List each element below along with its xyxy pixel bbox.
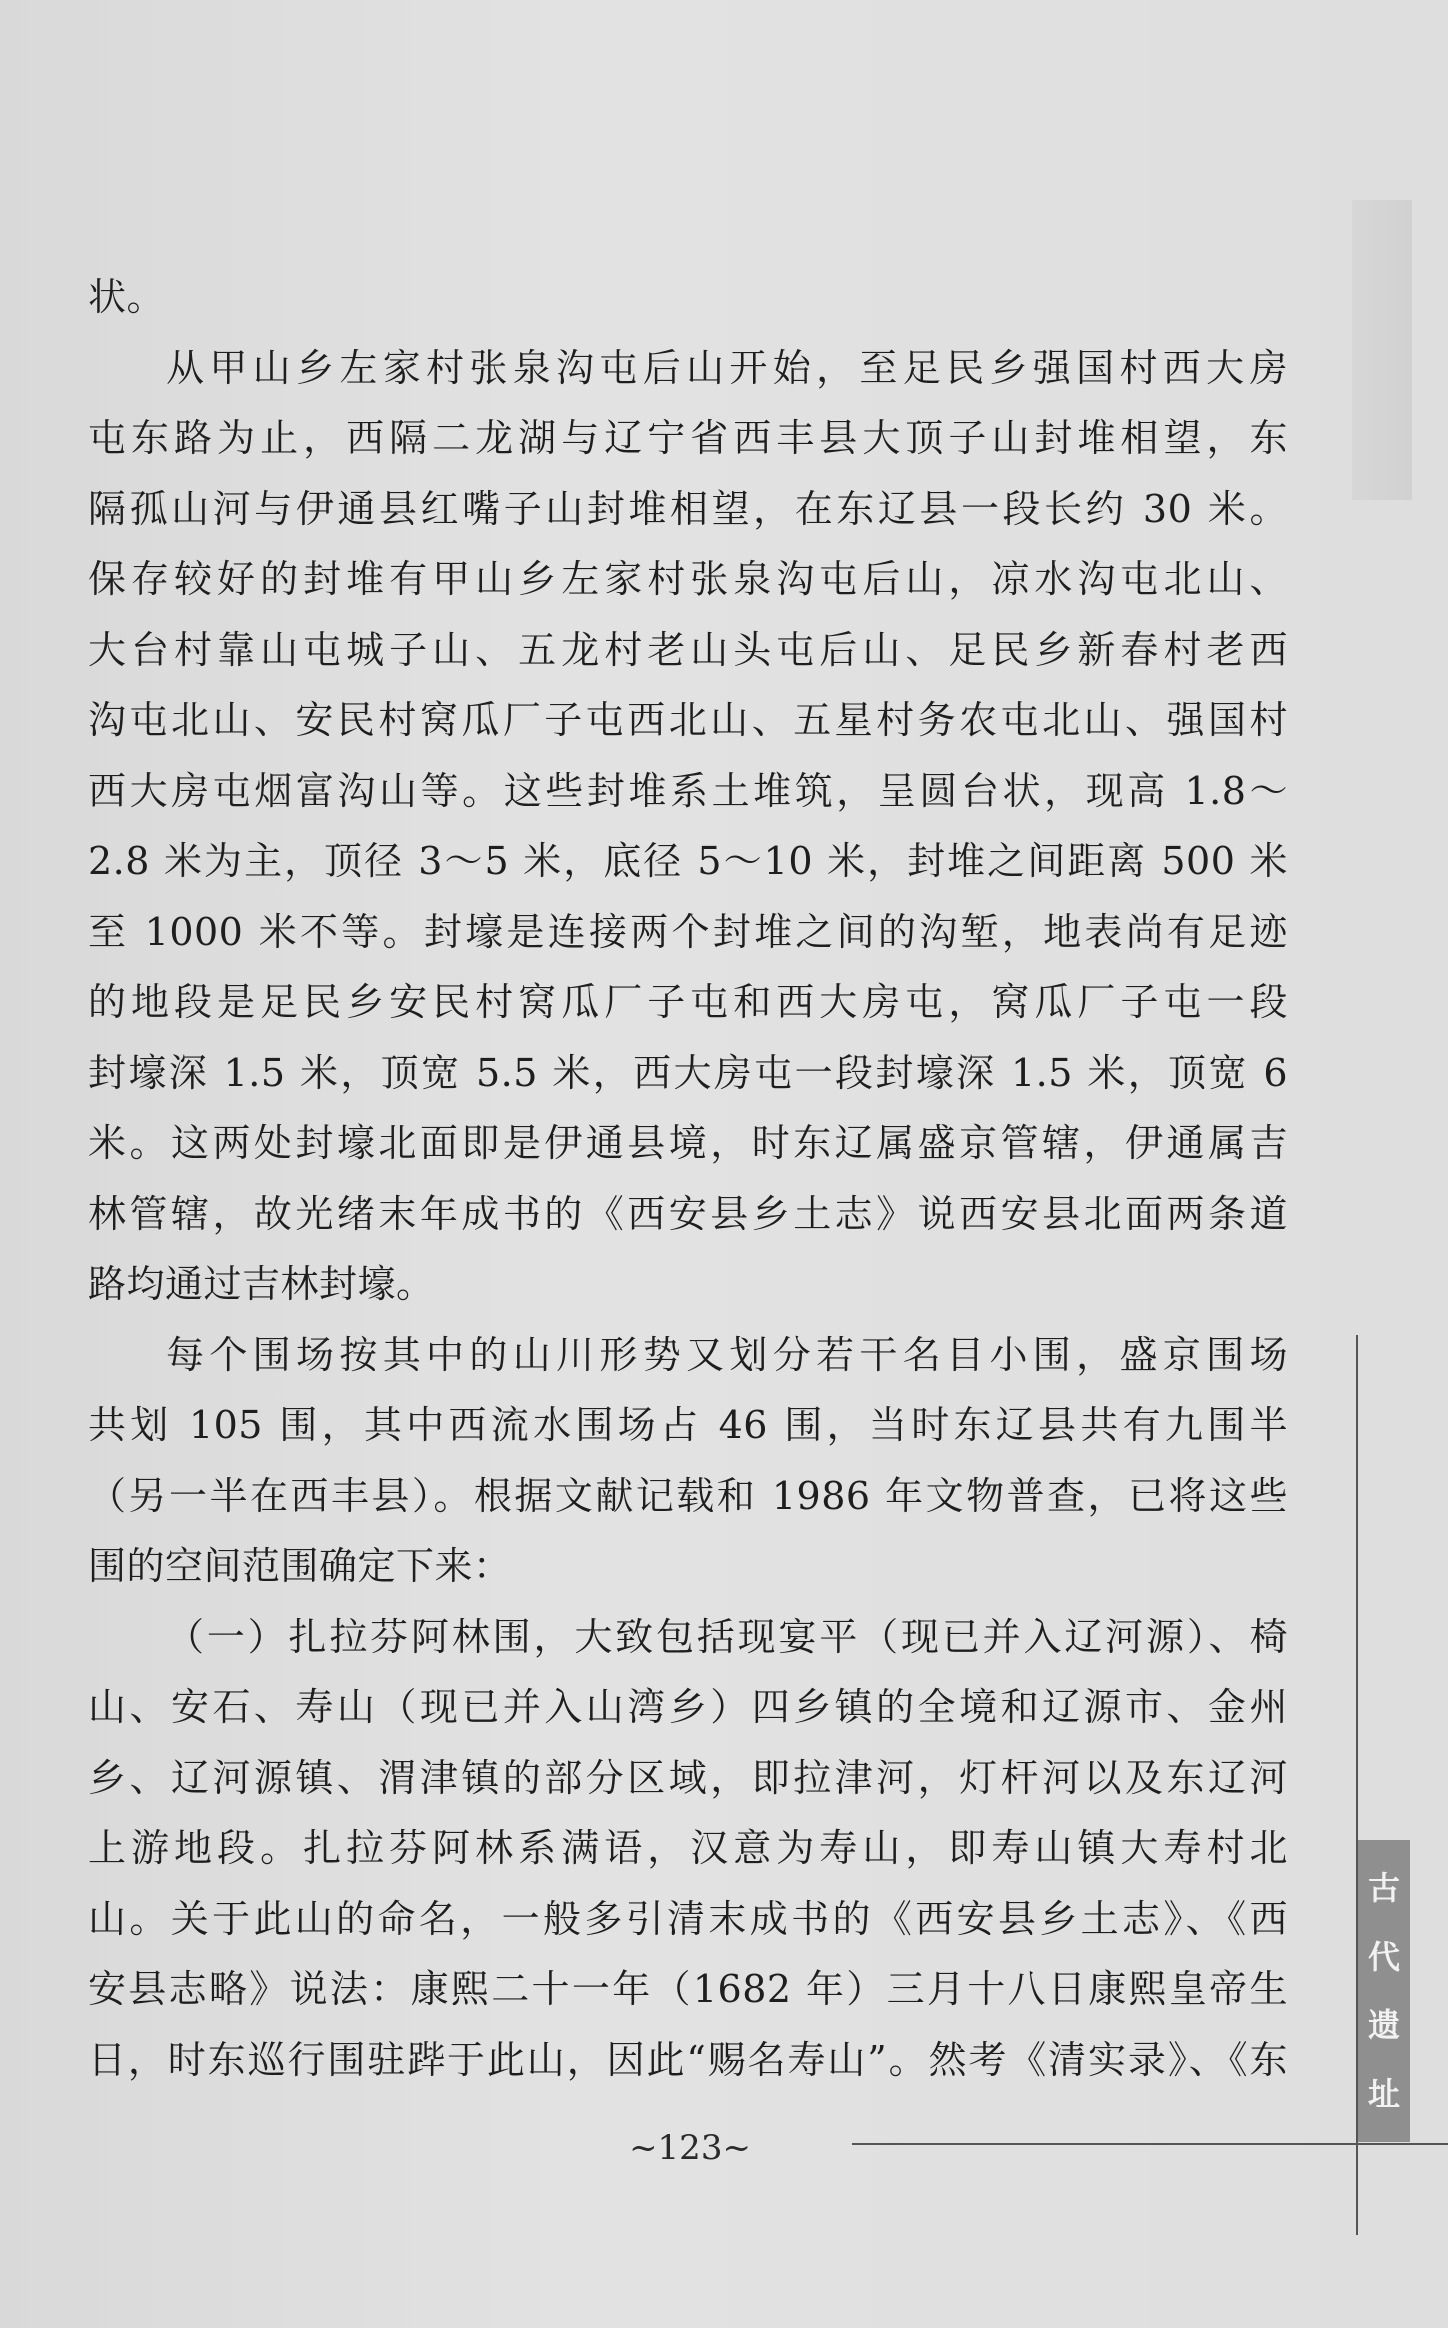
body-text <box>88 262 1288 2095</box>
text-line: 共划 105 围，其中西流水围场占 46 围，当时东辽县共有九围半 <box>88 1403 1288 1447</box>
side-tab-char: 古 <box>1367 1869 1400 1908</box>
side-tab-char: 遗 <box>1367 2006 1400 2045</box>
text-line: 山、安石、寿山（现已并入山湾乡）四乡镇的全境和辽源市、金州 <box>88 1685 1288 1729</box>
side-tab-char: 址 <box>1367 2074 1400 2113</box>
text-line: 围的空间范围确定下来： <box>88 1544 512 1588</box>
text-line: 西大房屯烟富沟山等。这些封堆系土堆筑，呈圆台状，现高 1.8～ <box>88 768 1288 813</box>
text-line: 林管辖，故光绪末年成书的《西安县乡土志》说西安县北面两条道 <box>88 1191 1288 1236</box>
page-number: ~123~ <box>629 2128 751 2168</box>
text-line: 山。关于此山的命名，一般多引清末成书的《西安县乡土志》、《西 <box>88 1896 1288 1941</box>
text-line: 安县志略》说法：康熙二十一年（1682 年）三月十八日康熙皇帝生 <box>88 1967 1288 2011</box>
text-line: 每个围场按其中的山川形势又划分若干名目小围，盛京围场 <box>166 1332 1288 1377</box>
text-line: （另一半在西丰县）。根据文献记载和 1986 年文物普查，已将这些 <box>88 1473 1288 1518</box>
text-line: 的地段是足民乡安民村窝瓜厂子屯和西大房屯，窝瓜厂子屯一段 <box>88 980 1288 1024</box>
text-line: 保存较好的封堆有甲山乡左家村张泉沟屯后山，凉水沟屯北山、 <box>88 557 1288 601</box>
text-line: 2.8 米为主，顶径 3～5 米，底径 5～10 米，封堆之间距离 500 米 <box>88 839 1288 883</box>
text-line: 隔孤山河与伊通县红嘴子山封堆相望，在东辽县一段长约 30 米。 <box>88 486 1288 531</box>
text-line: （一）扎拉芬阿林围，大致包括现宴平（现已并入辽河源）、椅 <box>166 1614 1288 1659</box>
footer-horizontal-rule <box>852 2143 1448 2145</box>
text-line: 封壕深 1.5 米，顶宽 5.5 米，西大房屯一段封壕深 1.5 米，顶宽 6 <box>88 1050 1288 1095</box>
chapter-side-tab <box>1358 1840 1410 2142</box>
text-line: 日，时东巡行围驻跸于此山，因此“赐名寿山”。然考《清实录》、《东 <box>88 2037 1288 2082</box>
side-tab-char: 代 <box>1367 1937 1400 1976</box>
text-line: 从甲山乡左家村张泉沟屯后山开始，至足民乡强国村西大房 <box>166 345 1288 390</box>
text-line: 米。这两处封壕北面即是伊通县境，时东辽属盛京管辖，伊通属吉 <box>88 1121 1288 1165</box>
text-line: 屯东路为止，西隔二龙湖与辽宁省西丰县大顶子山封堆相望，东 <box>88 416 1288 460</box>
text-line: 至 1000 米不等。封壕是连接两个封堆之间的沟堑，地表尚有足迹 <box>88 909 1288 954</box>
text-line: 大台村靠山屯城子山、五龙村老山头屯后山、足民乡新春村老西 <box>88 627 1288 672</box>
text-line: 沟屯北山、安民村窝瓜厂子屯西北山、五星村务农屯北山、强国村 <box>88 698 1288 742</box>
text-line: 状。 <box>88 275 166 319</box>
text-line: 路均通过吉林封壕。 <box>88 1262 435 1306</box>
text-line: 乡、辽河源镇、渭津镇的部分区域，即拉津河，灯杆河以及东辽河 <box>88 1755 1288 1800</box>
text-line: 上游地段。扎拉芬阿林系满语，汉意为寿山，即寿山镇大寿村北 <box>88 1826 1288 1870</box>
page-edge-shadow <box>1352 200 1412 500</box>
